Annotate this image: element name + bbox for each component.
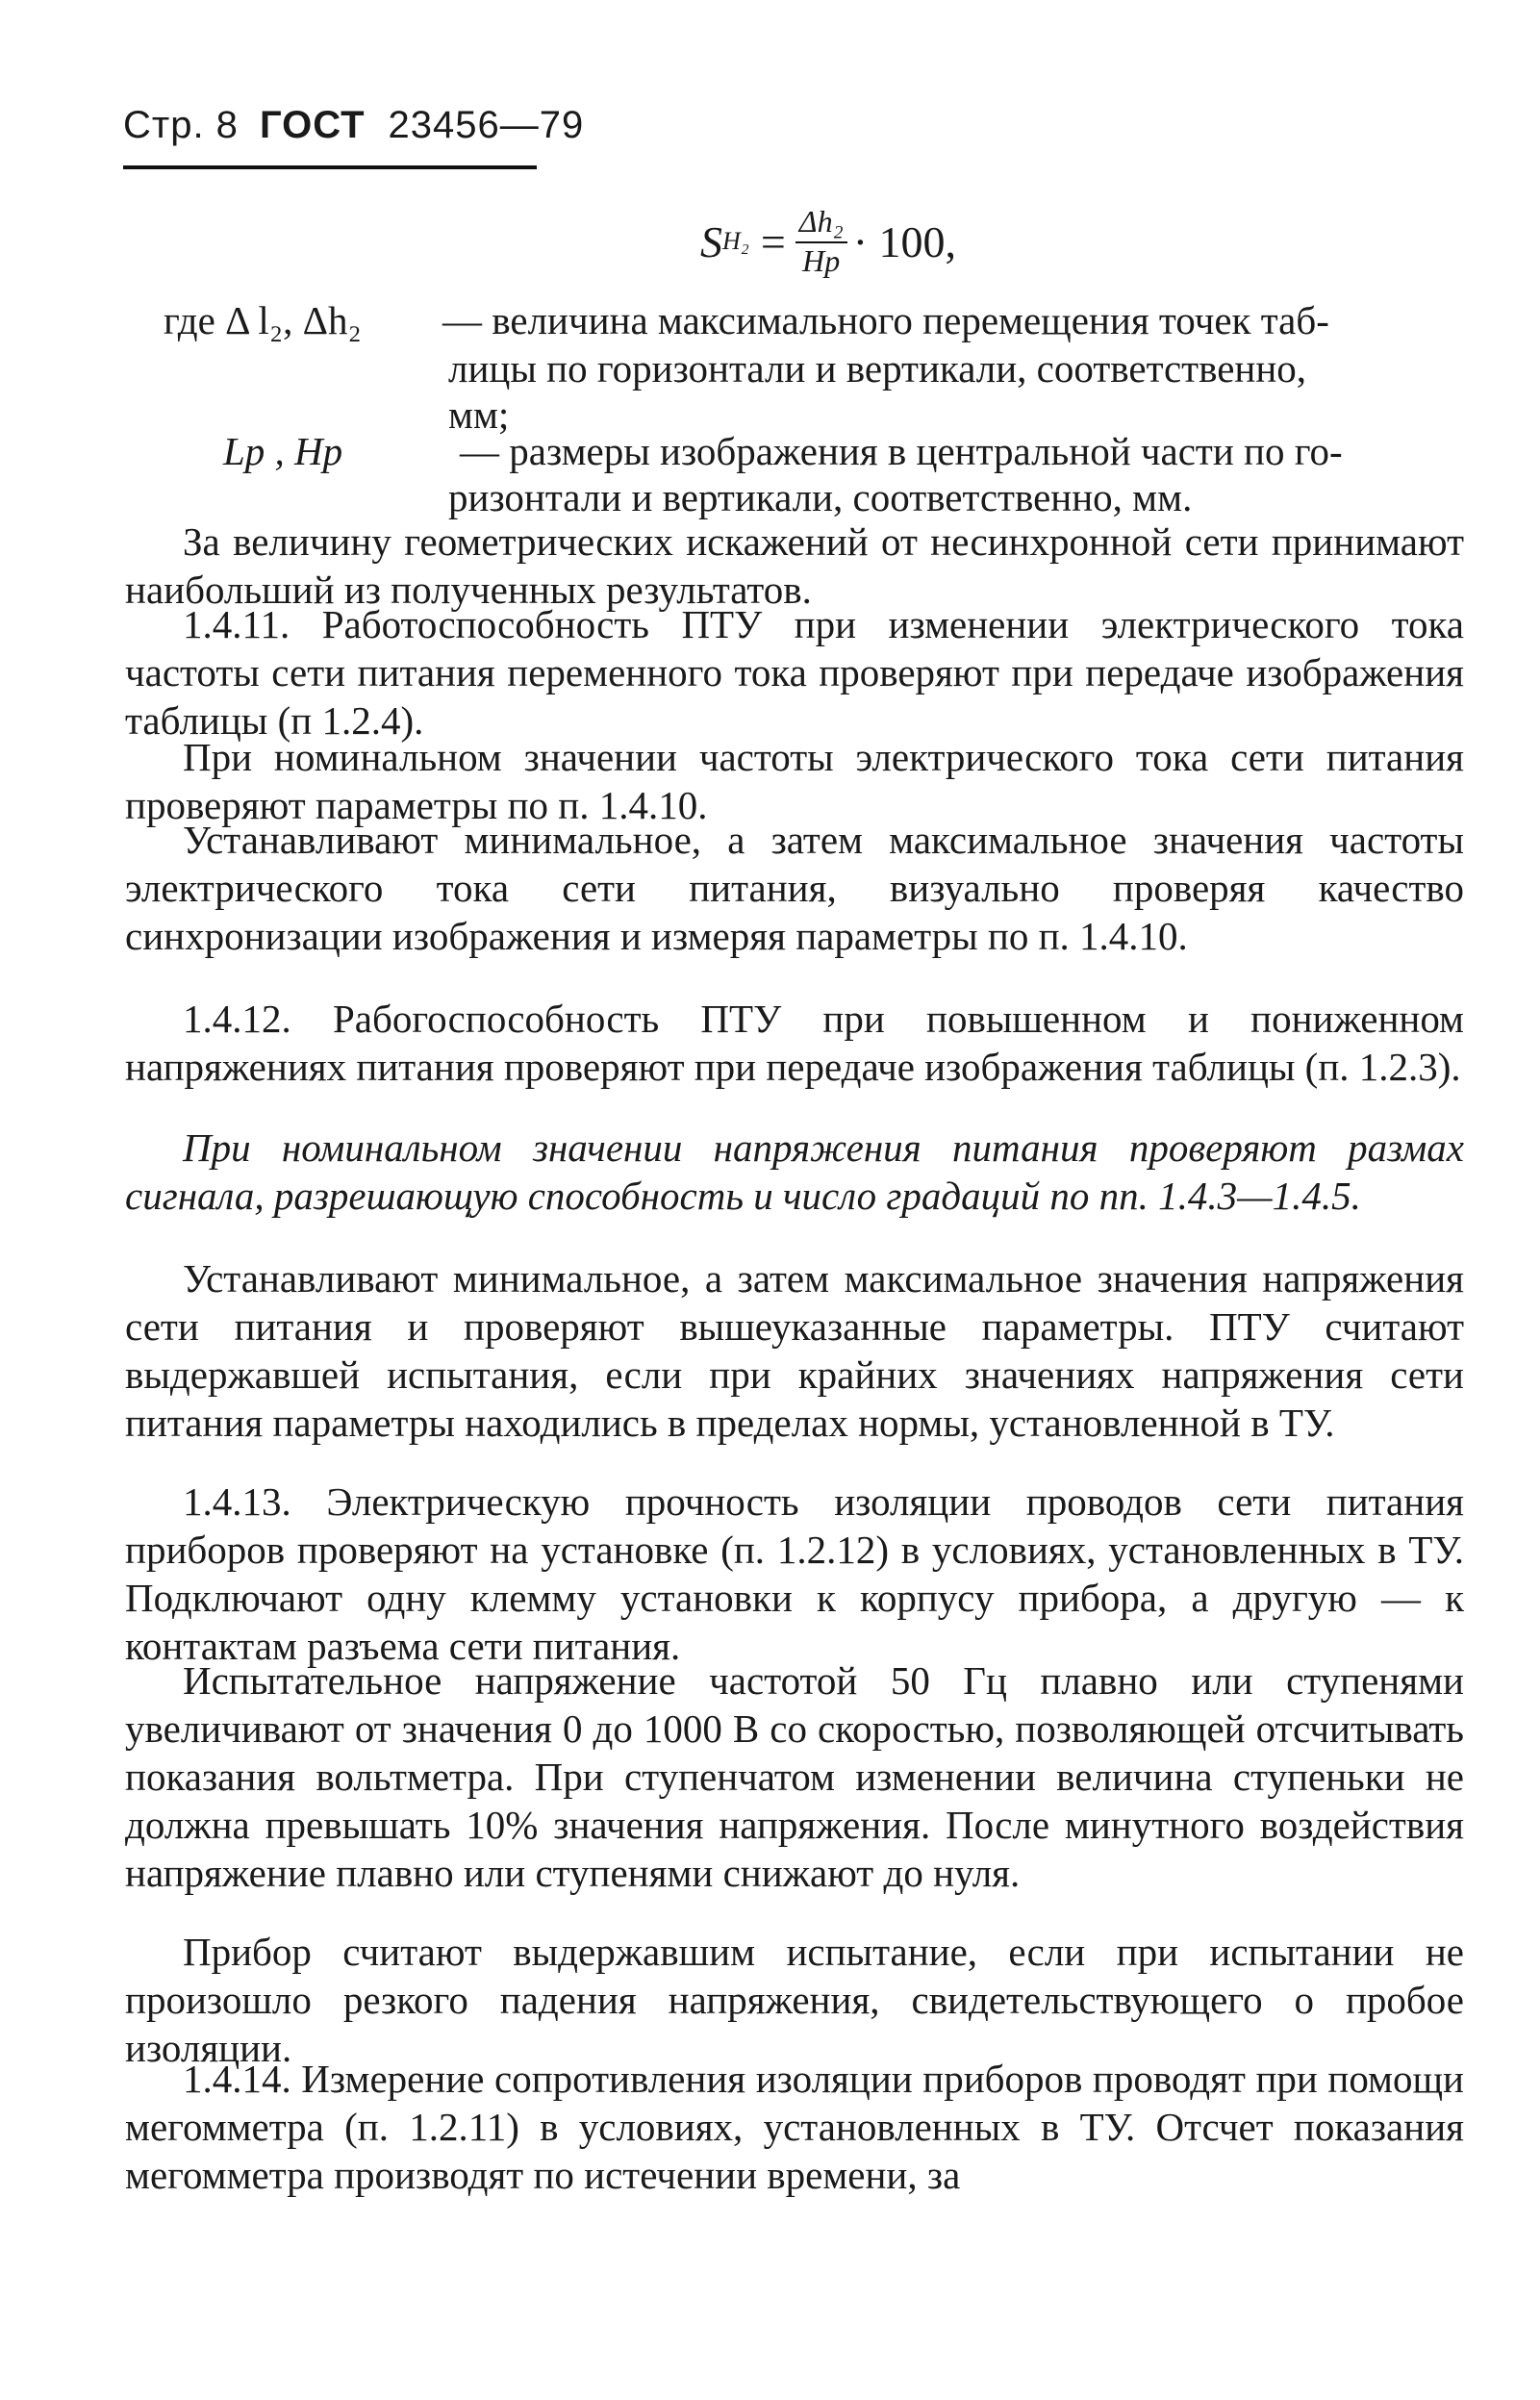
standard-number: 23456—79 [388,104,585,146]
definition-dash: — [460,429,499,473]
formula-denominator: Hр [802,243,841,278]
definition-1 [164,296,1464,344]
formula-lhs-sub: H₂ [722,227,749,255]
paragraph: 1.4.13. Электрическую прочность изоляции проводов сети питания приборов проверяют на установке (п. 1.2.12) в условиях, установленных в ТУ. Подключают одну клемму установки к корпусу прибора, а другую — к контактам разъема сети питания. [125,1479,1464,1668]
definition-term: Lр , Hр [223,429,343,473]
page-header [123,104,584,147]
definition-line: размеры изображения в центральной части по го- [509,429,1343,473]
definition-line: величина максимального перемещения точек таб- [492,298,1329,342]
paragraph: Испытательное напряжение частотой 50 Гц плавно или ступенями увеличивают от значения 0 до 1000 В со скоростью, позволяющей отсчитывать показания вольтметра. При ступенчатом изменении величина ступеньки не должна превышать 10% значения напряжения. После минутного воздействия напряжение плавно или ступенями снижают до нуля. [125,1658,1464,1895]
formula-numerator: Δh₂ [795,204,847,243]
paragraph: Устанавливают минимальное, а затем максимальное значения напряжения сети питания и проверяют вышеуказанные параметры. ПТУ считают выдержавшей испытания, если при крайних значениях напряжения сети питания параметры находились в пределах нормы, установленной в ТУ. [125,1256,1464,1445]
definition-2 [223,427,1464,475]
paragraph: При номинальном значении напряжения питания проверяют размах сигнала, разрешающую способность и число градаций по пп. 1.4.3—1.4.5. [125,1125,1464,1218]
page-number: Стр. 8 [123,104,239,146]
paragraph: 1.4.14. Измерение сопротивления изоляции приборов проводят при помощи мегомметра (п. 1.2.11) в условиях, установленных в ТУ. Отсчет показания мегомметра производят по истечении времени, за [125,2057,1464,2197]
formula-eq: = [760,216,786,266]
standard-code: ГОСТ [259,104,366,146]
formula [700,204,956,279]
definition-dash: — [442,298,482,342]
paragraph: Прибор считают выдержавшим испытание, если при испытании не произошло резкого падения напряжения, свидетельствующего о пробое изоляции. [125,1930,1464,2070]
paragraph: 1.4.11. Работоспособность ПТУ при изменении электрического тока частоты сети питания переменного тока проверяют при передаче изображения таблицы (п 1.2.4). [125,602,1464,743]
formula-fraction [795,204,847,279]
definition-term: где Δ l₂, Δh₂ [164,298,362,342]
paragraph: Устанавливают минимальное, а затем максимальное значения частоты электрического тока сети питания, визуально проверяя качество синхронизации изображения и измеряя параметры по п. 1.4.10. [125,818,1464,958]
formula-lhs: S [700,216,722,266]
paragraph: 1.4.12. Рабогоспособность ПТУ при повышенном и пониженном напряжениях питания проверяют при передаче изображения таблицы (п. 1.2.3). [125,997,1464,1089]
definition-2-line2: ризонтали и вертикали, соответственно, мм. [448,475,1193,519]
paragraph: При номинальном значении частоты электрического тока сети питания проверяют параметры по п. 1.4.10. [125,735,1464,827]
paragraph: За величину геометрических искажений от несинхронной сети принимают наибольший из полученных результатов. [125,519,1464,612]
header-rule [123,165,537,169]
definition-1-line3: мм; [448,392,510,437]
formula-tail: · 100, [852,216,957,266]
definition-1-line2: лицы по горизонтали и вертикали, соответственно, [448,346,1307,391]
